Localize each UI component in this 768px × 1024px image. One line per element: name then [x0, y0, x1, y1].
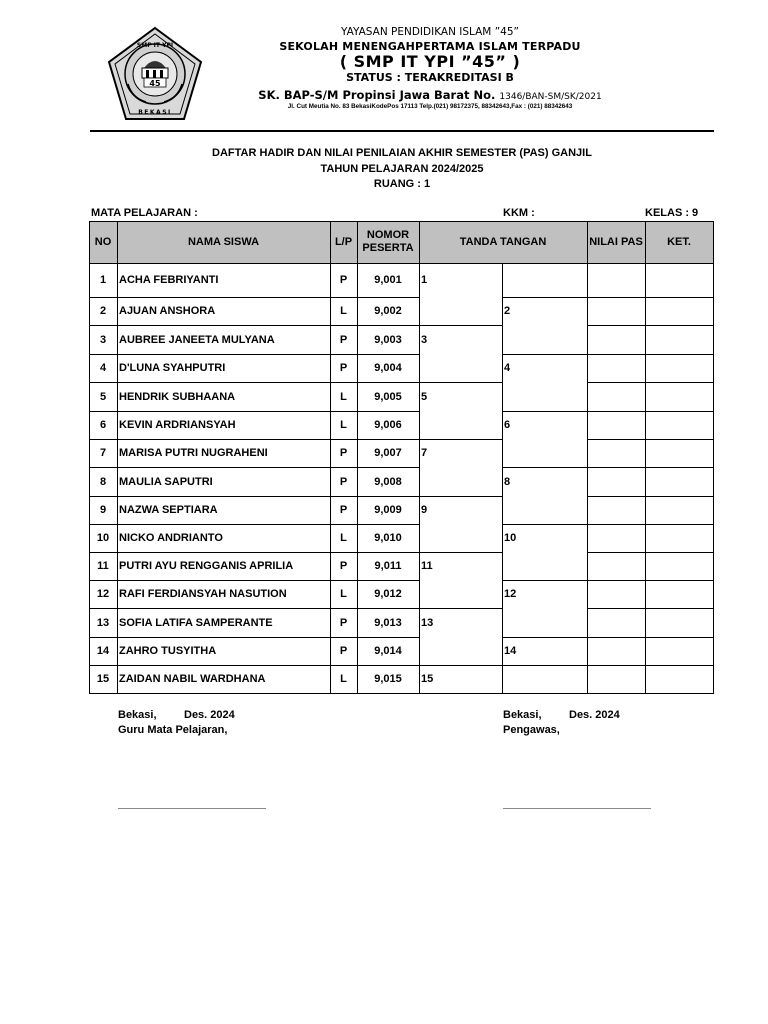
student-name: NAZWA SEPTIARA [119, 504, 218, 516]
participant-number: 9,014 [374, 645, 402, 657]
table-rule [89, 496, 420, 497]
table-rule [502, 263, 503, 694]
gender: P [339, 504, 348, 516]
accreditation-status: STATUS : TERAKREDITASI B [346, 71, 514, 84]
table-rule [587, 580, 714, 581]
row-number: 9 [99, 504, 107, 516]
gender: P [339, 333, 348, 346]
table-rule [89, 325, 420, 326]
participant-number: 9,010 [374, 532, 402, 544]
row-number: 13 [96, 616, 110, 629]
row-number: 1 [99, 274, 107, 286]
table-rule [587, 354, 714, 355]
signature-number: 15 [421, 673, 434, 685]
attendance-table [89, 221, 714, 694]
gender: L [340, 532, 347, 544]
row-number: 10 [96, 532, 110, 544]
student-name: NICKO ANDRIANTO [119, 532, 223, 544]
row-number: 7 [99, 447, 107, 459]
academic-year: TAHUN PELAJARAN 2024/2025 [320, 163, 484, 175]
table-rule [587, 496, 714, 497]
gender: L [340, 419, 347, 431]
signature-number: 10 [504, 532, 517, 544]
header-ket: KET. [645, 221, 713, 263]
signature-number: 11 [421, 560, 433, 572]
kkm-label: KKM : [503, 207, 535, 219]
table-rule [89, 297, 420, 298]
table-rule [89, 552, 420, 553]
logo-number: 45 [149, 79, 161, 88]
room-number: RUANG : 1 [373, 178, 431, 190]
table-rule [419, 608, 503, 609]
student-name: KEVIN ARDRIANSYAH [119, 419, 236, 431]
table-rule [419, 552, 503, 553]
participant-number: 9,002 [374, 305, 402, 317]
letterhead-divider [90, 130, 714, 132]
header-nama: NAMA SISWA [117, 221, 330, 263]
table-rule [587, 637, 714, 638]
signature-number: 1 [421, 274, 428, 286]
signature-number: 12 [504, 588, 517, 600]
right-place: Bekasi, [503, 709, 542, 721]
signature-number: 14 [504, 645, 517, 657]
table-rule [89, 580, 420, 581]
signature-number: 7 [421, 447, 428, 459]
class-label: KELAS : 9 [645, 207, 699, 219]
participant-number: 9,015 [374, 673, 402, 685]
table-rule [502, 297, 588, 298]
participant-number: 9,004 [374, 362, 402, 374]
gender: P [339, 274, 348, 286]
student-name: MARISA PUTRI NUGRAHENI [119, 447, 268, 459]
signature-number: 3 [421, 333, 428, 346]
table-rule [502, 580, 588, 581]
participant-number: 9,012 [374, 588, 402, 600]
header-tanda-tangan: TANDA TANGAN [419, 221, 587, 263]
gender: P [339, 645, 348, 657]
student-name: MAULIA SAPUTRI [119, 475, 213, 488]
table-rule [502, 524, 588, 525]
table-rule [713, 221, 714, 694]
school-emblem-logo [106, 26, 204, 122]
gender: P [339, 616, 348, 629]
table-rule [419, 439, 503, 440]
gender: P [339, 362, 348, 374]
table-rule [89, 411, 420, 412]
header-lp: L/P [330, 221, 357, 263]
student-name: AUBREE JANEETA MULYANA [119, 333, 275, 346]
student-name: RAFI FERDIANSYAH NASUTION [119, 588, 287, 600]
supervisor-signature-line [503, 808, 651, 809]
table-rule [89, 263, 714, 264]
table-rule [117, 221, 118, 694]
table-rule [419, 665, 503, 666]
gender: P [339, 560, 348, 572]
school-address: Jl. Cut Meutia No. 83 BekasiKodePos 17113 Telp.(021) 98172375, 88342643,Fax : (021) 88342643 [287, 103, 573, 110]
student-name: AJUAN ANSHORA [119, 305, 216, 317]
signature-number: 9 [421, 504, 428, 516]
row-number: 8 [99, 475, 107, 488]
table-rule [89, 637, 420, 638]
student-name: HENDRIK SUBHAANA [119, 390, 236, 403]
table-rule [587, 665, 714, 666]
table-rule [587, 382, 714, 383]
gender: L [340, 673, 347, 685]
school-name: ( SMP IT YPI ”45” ) [339, 52, 521, 71]
student-name: D'LUNA SYAHPUTRI [119, 362, 226, 374]
right-date: Des. 2024 [569, 709, 620, 721]
table-rule [89, 665, 420, 666]
table-rule [89, 467, 420, 468]
participant-number: 9,011 [374, 560, 402, 572]
table-rule [502, 467, 588, 468]
table-rule [587, 524, 714, 525]
student-name: ZAHRO TUSYITHA [119, 645, 217, 657]
signature-number: 8 [504, 475, 511, 488]
participant-number: 9,001 [374, 274, 402, 286]
participant-number: 9,008 [374, 475, 402, 488]
signature-number: 5 [421, 390, 428, 403]
table-rule [587, 411, 714, 412]
table-rule [89, 221, 714, 222]
table-rule [587, 552, 714, 553]
participant-number: 9,007 [374, 447, 402, 459]
row-number: 5 [99, 390, 107, 403]
student-name: ZAIDAN NABIL WARDHANA [119, 673, 266, 685]
teacher-role: Guru Mata Pelajaran, [118, 724, 228, 736]
table-rule [89, 221, 90, 694]
row-number: 2 [99, 305, 107, 317]
participant-number: 9,013 [374, 616, 402, 629]
sk-decree-number: 1346/BAN-SM/SK/2021 [499, 92, 602, 102]
student-name: ACHA FEBRIYANTI [119, 274, 219, 286]
gender: L [340, 588, 347, 600]
gender: P [339, 447, 348, 459]
table-rule [502, 354, 588, 355]
logo-bottom-text: BEKASI [138, 109, 172, 116]
table-rule [419, 221, 420, 694]
participant-number: 9,003 [374, 333, 402, 346]
foundation-name: YAYASAN PENDIDIKAN ISLAM ”45” [341, 26, 519, 38]
participant-number: 9,005 [374, 390, 402, 403]
gender: L [340, 390, 347, 403]
signature-number: 2 [504, 305, 511, 317]
table-rule [587, 467, 714, 468]
signature-number: 4 [504, 362, 511, 374]
table-rule [330, 221, 331, 694]
student-name: SOFIA LATIFA SAMPERANTE [119, 616, 273, 629]
row-number: 14 [96, 645, 110, 657]
table-rule [587, 325, 714, 326]
header-no: NO [89, 221, 117, 263]
row-number: 3 [99, 333, 107, 346]
table-rule [419, 382, 503, 383]
table-rule [89, 608, 420, 609]
table-rule [357, 221, 358, 694]
table-rule [587, 608, 714, 609]
teacher-signature-line [118, 808, 266, 809]
header-nomor-peserta: NOMOR PESERTA [357, 221, 419, 263]
table-rule [89, 693, 714, 694]
signature-number: 6 [504, 419, 511, 431]
gender: L [340, 305, 347, 317]
table-rule [502, 411, 588, 412]
table-rule [419, 496, 503, 497]
table-rule [502, 637, 588, 638]
left-place: Bekasi, [118, 709, 157, 721]
supervisor-role: Pengawas, [503, 724, 560, 736]
signature-number: 13 [421, 616, 434, 629]
row-number: 6 [99, 419, 107, 431]
table-rule [587, 297, 714, 298]
gender: P [339, 475, 348, 488]
table-rule [587, 221, 588, 694]
participant-number: 9,009 [374, 504, 402, 516]
table-rule [502, 665, 588, 666]
row-number: 11 [97, 560, 109, 572]
logo-top-text: SMP IT YPI [136, 42, 174, 49]
table-rule [587, 439, 714, 440]
table-rule [89, 354, 420, 355]
row-number: 4 [99, 362, 107, 374]
participant-number: 9,006 [374, 419, 402, 431]
header-nilai-pas: NILAI PAS [587, 221, 645, 263]
row-number: 15 [96, 673, 110, 685]
table-rule [645, 221, 646, 694]
student-name: PUTRI AYU RENGGANIS APRILIA [119, 560, 294, 572]
subject-label: MATA PELAJARAN : [91, 207, 198, 219]
sk-decree [230, 88, 630, 102]
row-number: 12 [96, 588, 110, 600]
table-rule [89, 382, 420, 383]
table-rule [89, 439, 420, 440]
school-type: SEKOLAH MENENGAHPERTAMA ISLAM TERPADU [279, 40, 581, 53]
left-date: Des. 2024 [184, 709, 235, 721]
sk-decree-main: SK. BAP-S/M Propinsi Jawa Barat No. [258, 88, 496, 102]
document-title: DAFTAR HADIR DAN NILAI PENILAIAN AKHIR SEMESTER (PAS) GANJIL [212, 147, 592, 159]
table-rule [89, 524, 420, 525]
table-rule [419, 325, 503, 326]
